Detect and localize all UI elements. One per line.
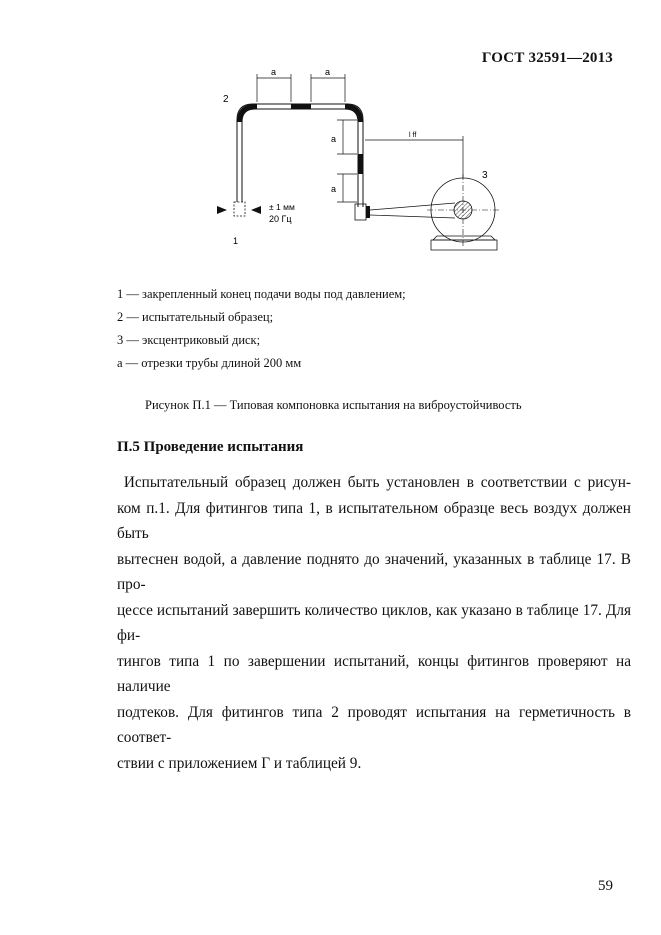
paragraph-line: ствии с приложением Г и таблицей 9. — [117, 754, 362, 772]
label-3: 3 — [482, 170, 488, 181]
label-1: 1 — [233, 236, 239, 246]
pipe-outline-inner — [242, 109, 358, 207]
test-layout-figure — [205, 62, 505, 252]
tolerance-label: ± 1 мм — [269, 202, 295, 212]
vertical-fitting — [358, 154, 363, 174]
frequency-label: 20 Гц — [269, 214, 292, 224]
legend-item: 2 — испытательный образец; — [117, 310, 274, 324]
page-number: 59 — [598, 878, 613, 894]
figure-caption: Рисунок П.1 — Типовая компоновка испытания на виброустойчивость — [145, 398, 522, 412]
left-bend-fitting — [237, 104, 257, 122]
section-title: П.5 Проведение испытания — [117, 439, 304, 455]
paragraph-line: подтеков. Для фитингов типа 2 проводят испытания на герметичность в соответ- — [117, 703, 631, 746]
dim-a-top-right: a — [325, 67, 331, 77]
dim-a-right-lower: a — [331, 184, 337, 194]
lf-label: l ff — [409, 132, 417, 139]
body-paragraph — [117, 470, 631, 776]
label-2: 2 — [223, 94, 229, 105]
test-layout-diagram — [205, 62, 505, 252]
right-bend-fitting — [345, 104, 363, 122]
middle-fitting — [291, 104, 311, 109]
dim-a-top-left: a — [271, 67, 277, 77]
document-code: ГОСТ 32591—2013 — [481, 50, 613, 66]
figure-legend — [117, 283, 406, 375]
paragraph-line: ком п.1. Для фитингов типа 1, в испытательном образце весь воздух должен быть — [117, 499, 631, 542]
dim-a-right-upper: a — [331, 134, 337, 144]
paragraph-line: Испытательный образец должен быть установлен в соответствии с рисун- — [123, 474, 631, 491]
paragraph-line: вытеснен водой, а давление поднято до значений, указанных в таблице 17. В про- — [117, 550, 631, 593]
legend-item: 3 — эксцентриковый диск; — [117, 333, 261, 347]
paragraph-line: цессе испытаний завершить количество циклов, как указано в таблице 17. Для фи- — [117, 601, 631, 644]
legend-item: а — отрезки трубы длиной 200 мм — [117, 356, 302, 370]
paragraph-line: тингов типа 1 по завершении испытаний, концы фитингов проверяют на наличие — [117, 652, 631, 695]
legend-item: 1 — закрепленный конец подачи воды под давлением; — [117, 287, 406, 301]
pipe-outline-outer — [237, 104, 363, 207]
